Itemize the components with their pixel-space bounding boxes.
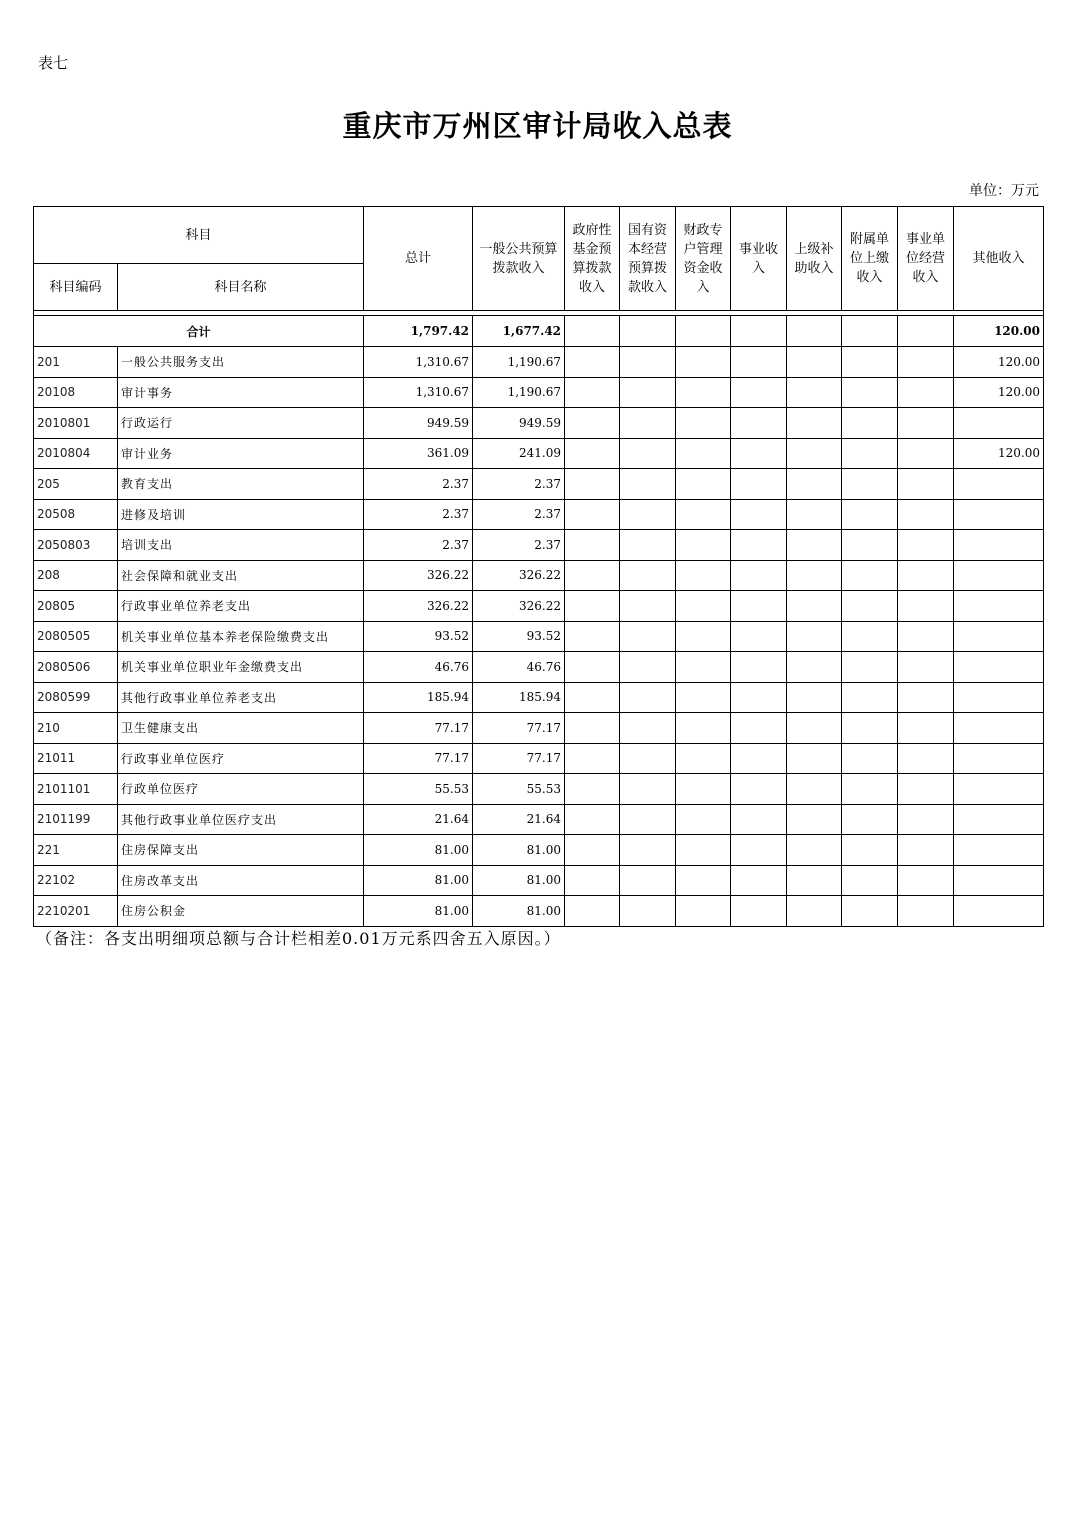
empty-cell bbox=[676, 682, 731, 713]
header-special-account: 财政专户管理资金收入 bbox=[676, 207, 731, 311]
row-name: 教育支出 bbox=[118, 469, 364, 500]
row-general-budget: 55.53 bbox=[473, 774, 565, 805]
empty-cell bbox=[620, 469, 676, 500]
empty-cell bbox=[731, 499, 787, 530]
empty-cell bbox=[842, 408, 898, 439]
row-total: 55.53 bbox=[364, 774, 473, 805]
row-total: 2.37 bbox=[364, 469, 473, 500]
empty-cell bbox=[731, 469, 787, 500]
row-name: 审计事务 bbox=[118, 377, 364, 408]
table-row bbox=[34, 560, 1044, 591]
row-code: 2050803 bbox=[34, 530, 118, 561]
header-subject-code: 科目编码 bbox=[34, 264, 118, 311]
empty-cell bbox=[787, 560, 842, 591]
row-general-budget: 1,190.67 bbox=[473, 377, 565, 408]
empty-cell bbox=[842, 652, 898, 683]
row-name: 行政单位医疗 bbox=[118, 774, 364, 805]
table-row bbox=[34, 499, 1044, 530]
empty-cell bbox=[787, 835, 842, 866]
row-other-income bbox=[954, 743, 1044, 774]
row-total: 81.00 bbox=[364, 896, 473, 927]
row-other-income bbox=[954, 865, 1044, 896]
empty-cell bbox=[620, 743, 676, 774]
empty-cell bbox=[898, 621, 954, 652]
empty-cell bbox=[787, 347, 842, 378]
empty-cell bbox=[565, 438, 620, 469]
empty-cell bbox=[731, 408, 787, 439]
empty-cell bbox=[787, 865, 842, 896]
table-row bbox=[34, 591, 1044, 622]
empty-cell bbox=[565, 896, 620, 927]
row-code: 21011 bbox=[34, 743, 118, 774]
empty-cell bbox=[731, 652, 787, 683]
empty-cell bbox=[620, 713, 676, 744]
empty-cell bbox=[731, 591, 787, 622]
header-affiliated-income: 附属单位上缴收入 bbox=[842, 207, 898, 311]
empty-cell bbox=[620, 804, 676, 835]
row-name: 其他行政事业单位养老支出 bbox=[118, 682, 364, 713]
row-code: 2080505 bbox=[34, 621, 118, 652]
row-code: 205 bbox=[34, 469, 118, 500]
header-row bbox=[34, 207, 1044, 264]
table-row bbox=[34, 865, 1044, 896]
empty-cell bbox=[787, 682, 842, 713]
row-total: 949.59 bbox=[364, 408, 473, 439]
empty-cell bbox=[565, 377, 620, 408]
empty-cell bbox=[898, 743, 954, 774]
row-other-income bbox=[954, 774, 1044, 805]
empty-cell bbox=[565, 621, 620, 652]
table-row bbox=[34, 896, 1044, 927]
empty-cell bbox=[787, 377, 842, 408]
empty-cell bbox=[565, 652, 620, 683]
empty-cell bbox=[898, 438, 954, 469]
empty-cell bbox=[787, 652, 842, 683]
page-title: 重庆市万州区审计局收入总表 bbox=[342, 109, 733, 143]
table-row bbox=[34, 347, 1044, 378]
empty-cell bbox=[676, 438, 731, 469]
row-general-budget: 21.64 bbox=[473, 804, 565, 835]
row-general-budget: 326.22 bbox=[473, 591, 565, 622]
row-code: 221 bbox=[34, 835, 118, 866]
row-name: 住房保障支出 bbox=[118, 835, 364, 866]
row-name: 一般公共服务支出 bbox=[118, 347, 364, 378]
empty-cell bbox=[565, 835, 620, 866]
row-code: 20108 bbox=[34, 377, 118, 408]
row-total: 361.09 bbox=[364, 438, 473, 469]
empty-cell bbox=[565, 865, 620, 896]
empty-cell bbox=[898, 469, 954, 500]
empty-cell bbox=[731, 438, 787, 469]
empty-cell bbox=[787, 743, 842, 774]
empty-cell bbox=[731, 560, 787, 591]
row-general-budget: 2.37 bbox=[473, 530, 565, 561]
row-code: 210 bbox=[34, 713, 118, 744]
empty-cell bbox=[787, 591, 842, 622]
empty-cell bbox=[842, 591, 898, 622]
total-value: 1,797.42 bbox=[364, 316, 473, 347]
row-name: 行政运行 bbox=[118, 408, 364, 439]
row-other-income bbox=[954, 835, 1044, 866]
header-total: 总计 bbox=[364, 207, 473, 311]
empty-cell bbox=[620, 438, 676, 469]
empty-cell bbox=[787, 896, 842, 927]
empty-cell bbox=[676, 865, 731, 896]
empty-cell bbox=[620, 896, 676, 927]
row-general-budget: 46.76 bbox=[473, 652, 565, 683]
empty-cell bbox=[676, 560, 731, 591]
row-general-budget: 77.17 bbox=[473, 713, 565, 744]
empty-cell bbox=[787, 774, 842, 805]
row-other-income bbox=[954, 469, 1044, 500]
row-name: 住房改革支出 bbox=[118, 865, 364, 896]
empty-cell bbox=[787, 621, 842, 652]
empty-cell bbox=[731, 743, 787, 774]
empty-cell bbox=[842, 774, 898, 805]
empty-cell bbox=[565, 591, 620, 622]
header-business-income: 事业收入 bbox=[731, 207, 787, 311]
row-other-income bbox=[954, 682, 1044, 713]
empty-cell bbox=[898, 591, 954, 622]
empty-cell bbox=[676, 713, 731, 744]
table-body bbox=[34, 311, 1044, 927]
row-other-income bbox=[954, 591, 1044, 622]
row-general-budget: 81.00 bbox=[473, 896, 565, 927]
empty-cell bbox=[676, 530, 731, 561]
row-other-income bbox=[954, 530, 1044, 561]
table-row bbox=[34, 469, 1044, 500]
empty-cell bbox=[676, 408, 731, 439]
table-row bbox=[34, 682, 1044, 713]
empty-cell bbox=[898, 408, 954, 439]
header-superior-subsidy: 上级补助收入 bbox=[787, 207, 842, 311]
empty-cell bbox=[620, 774, 676, 805]
row-name: 住房公积金 bbox=[118, 896, 364, 927]
empty-cell bbox=[565, 804, 620, 835]
empty-cell bbox=[842, 530, 898, 561]
row-other-income bbox=[954, 804, 1044, 835]
empty-cell bbox=[842, 560, 898, 591]
empty-cell bbox=[731, 865, 787, 896]
empty-cell bbox=[898, 865, 954, 896]
row-code: 208 bbox=[34, 560, 118, 591]
row-other-income bbox=[954, 560, 1044, 591]
row-general-budget: 2.37 bbox=[473, 499, 565, 530]
table-row bbox=[34, 438, 1044, 469]
empty-cell bbox=[676, 743, 731, 774]
empty-cell bbox=[787, 713, 842, 744]
row-total: 21.64 bbox=[364, 804, 473, 835]
empty-cell bbox=[620, 408, 676, 439]
empty-cell bbox=[787, 438, 842, 469]
table-row bbox=[34, 530, 1044, 561]
empty-cell bbox=[842, 347, 898, 378]
empty-cell bbox=[898, 804, 954, 835]
row-other-income: 120.00 bbox=[954, 438, 1044, 469]
empty-cell bbox=[565, 682, 620, 713]
total-other-income: 120.00 bbox=[954, 316, 1044, 347]
empty-cell bbox=[731, 621, 787, 652]
row-other-income bbox=[954, 652, 1044, 683]
empty-cell bbox=[787, 408, 842, 439]
income-summary-table bbox=[33, 206, 1044, 927]
row-other-income: 120.00 bbox=[954, 347, 1044, 378]
row-name: 机关事业单位职业年金缴费支出 bbox=[118, 652, 364, 683]
table-row bbox=[34, 743, 1044, 774]
empty-cell bbox=[620, 499, 676, 530]
empty-cell bbox=[676, 804, 731, 835]
row-name: 其他行政事业单位医疗支出 bbox=[118, 804, 364, 835]
empty-cell bbox=[787, 469, 842, 500]
row-general-budget: 93.52 bbox=[473, 621, 565, 652]
row-general-budget: 2.37 bbox=[473, 469, 565, 500]
table-number-label: 表七 bbox=[38, 54, 69, 72]
row-other-income bbox=[954, 621, 1044, 652]
empty-cell bbox=[731, 804, 787, 835]
row-total: 81.00 bbox=[364, 835, 473, 866]
empty-cell bbox=[842, 682, 898, 713]
row-code: 2210201 bbox=[34, 896, 118, 927]
row-code: 2101199 bbox=[34, 804, 118, 835]
empty-cell bbox=[898, 530, 954, 561]
row-other-income bbox=[954, 408, 1044, 439]
empty-cell bbox=[620, 621, 676, 652]
empty-cell bbox=[676, 652, 731, 683]
empty-cell bbox=[898, 774, 954, 805]
empty-cell bbox=[731, 835, 787, 866]
row-general-budget: 81.00 bbox=[473, 835, 565, 866]
table-row bbox=[34, 835, 1044, 866]
row-other-income bbox=[954, 499, 1044, 530]
empty-cell bbox=[731, 713, 787, 744]
row-code: 2080599 bbox=[34, 682, 118, 713]
empty-cell bbox=[898, 835, 954, 866]
empty-cell bbox=[842, 896, 898, 927]
row-name: 社会保障和就业支出 bbox=[118, 560, 364, 591]
empty-cell bbox=[565, 713, 620, 744]
empty-cell bbox=[842, 835, 898, 866]
footnote: （备注：各支出明细项总额与合计栏相差0.01万元系四舍五入原因。） bbox=[36, 929, 561, 948]
empty-cell bbox=[676, 774, 731, 805]
empty-cell bbox=[842, 377, 898, 408]
row-total: 1,310.67 bbox=[364, 377, 473, 408]
row-total: 46.76 bbox=[364, 652, 473, 683]
table-row bbox=[34, 377, 1044, 408]
row-total: 77.17 bbox=[364, 713, 473, 744]
row-general-budget: 326.22 bbox=[473, 560, 565, 591]
total-label: 合计 bbox=[34, 316, 364, 347]
table-row bbox=[34, 621, 1044, 652]
empty-cell bbox=[676, 347, 731, 378]
empty-cell bbox=[620, 347, 676, 378]
empty-cell bbox=[731, 682, 787, 713]
empty-cell bbox=[731, 347, 787, 378]
row-code: 201 bbox=[34, 347, 118, 378]
empty-cell bbox=[620, 652, 676, 683]
empty-cell bbox=[842, 713, 898, 744]
total-row bbox=[34, 316, 1044, 347]
row-code: 20508 bbox=[34, 499, 118, 530]
row-total: 2.37 bbox=[364, 499, 473, 530]
row-general-budget: 77.17 bbox=[473, 743, 565, 774]
row-general-budget: 81.00 bbox=[473, 865, 565, 896]
unit-label: 单位：万元 bbox=[969, 183, 1039, 199]
empty-cell bbox=[898, 499, 954, 530]
table-row bbox=[34, 774, 1044, 805]
row-general-budget: 185.94 bbox=[473, 682, 565, 713]
row-general-budget: 949.59 bbox=[473, 408, 565, 439]
header-operating-income: 事业单位经营收入 bbox=[898, 207, 954, 311]
row-name: 进修及培训 bbox=[118, 499, 364, 530]
row-code: 20805 bbox=[34, 591, 118, 622]
row-total: 326.22 bbox=[364, 560, 473, 591]
empty-cell bbox=[842, 865, 898, 896]
empty-cell bbox=[565, 774, 620, 805]
empty-cell bbox=[676, 621, 731, 652]
row-name: 行政事业单位医疗 bbox=[118, 743, 364, 774]
empty-cell bbox=[731, 896, 787, 927]
empty-cell bbox=[842, 499, 898, 530]
empty-cell bbox=[731, 530, 787, 561]
empty-cell bbox=[676, 835, 731, 866]
row-other-income bbox=[954, 713, 1044, 744]
empty-cell bbox=[676, 499, 731, 530]
table-row bbox=[34, 408, 1044, 439]
empty-cell bbox=[787, 499, 842, 530]
table-row bbox=[34, 804, 1044, 835]
empty-cell bbox=[620, 530, 676, 561]
row-code: 22102 bbox=[34, 865, 118, 896]
empty-cell bbox=[565, 530, 620, 561]
empty-cell bbox=[620, 835, 676, 866]
empty-cell bbox=[565, 743, 620, 774]
row-total: 1,310.67 bbox=[364, 347, 473, 378]
row-name: 卫生健康支出 bbox=[118, 713, 364, 744]
row-name: 机关事业单位基本养老保险缴费支出 bbox=[118, 621, 364, 652]
empty-cell bbox=[842, 743, 898, 774]
empty-cell bbox=[565, 499, 620, 530]
header-state-capital: 国有资本经营预算拨款收入 bbox=[620, 207, 676, 311]
empty-cell bbox=[731, 774, 787, 805]
empty-cell bbox=[898, 560, 954, 591]
empty-cell bbox=[842, 804, 898, 835]
row-general-budget: 1,190.67 bbox=[473, 347, 565, 378]
total-general-budget: 1,677.42 bbox=[473, 316, 565, 347]
empty-cell bbox=[676, 377, 731, 408]
empty-cell bbox=[842, 438, 898, 469]
empty-cell bbox=[898, 896, 954, 927]
header-gov-fund: 政府性基金预算拨款收入 bbox=[565, 207, 620, 311]
empty-cell bbox=[898, 347, 954, 378]
empty-cell bbox=[676, 896, 731, 927]
empty-cell bbox=[565, 469, 620, 500]
empty-cell bbox=[898, 652, 954, 683]
row-name: 审计业务 bbox=[118, 438, 364, 469]
row-code: 2101101 bbox=[34, 774, 118, 805]
row-general-budget: 241.09 bbox=[473, 438, 565, 469]
empty-cell bbox=[842, 469, 898, 500]
empty-cell bbox=[620, 560, 676, 591]
row-total: 93.52 bbox=[364, 621, 473, 652]
empty-cell bbox=[565, 560, 620, 591]
row-total: 81.00 bbox=[364, 865, 473, 896]
empty-cell bbox=[620, 682, 676, 713]
row-total: 185.94 bbox=[364, 682, 473, 713]
row-total: 326.22 bbox=[364, 591, 473, 622]
empty-cell bbox=[565, 408, 620, 439]
row-name: 培训支出 bbox=[118, 530, 364, 561]
empty-cell bbox=[898, 377, 954, 408]
empty-cell bbox=[787, 530, 842, 561]
row-code: 2080506 bbox=[34, 652, 118, 683]
row-code: 2010801 bbox=[34, 408, 118, 439]
empty-cell bbox=[842, 621, 898, 652]
table-row bbox=[34, 713, 1044, 744]
header-other-income: 其他收入 bbox=[954, 207, 1044, 311]
row-code: 2010804 bbox=[34, 438, 118, 469]
empty-cell bbox=[620, 591, 676, 622]
header-subject-name: 科目名称 bbox=[118, 264, 364, 311]
empty-cell bbox=[898, 713, 954, 744]
empty-cell bbox=[787, 804, 842, 835]
empty-cell bbox=[731, 377, 787, 408]
empty-cell bbox=[676, 469, 731, 500]
header-general-budget: 一般公共预算拨款收入 bbox=[473, 207, 565, 311]
empty-cell bbox=[898, 682, 954, 713]
row-other-income bbox=[954, 896, 1044, 927]
table-row bbox=[34, 652, 1044, 683]
empty-cell bbox=[620, 377, 676, 408]
header-subject: 科目 bbox=[34, 207, 364, 264]
empty-cell bbox=[620, 865, 676, 896]
row-total: 77.17 bbox=[364, 743, 473, 774]
row-total: 2.37 bbox=[364, 530, 473, 561]
empty-cell bbox=[676, 591, 731, 622]
row-other-income: 120.00 bbox=[954, 377, 1044, 408]
empty-cell bbox=[565, 347, 620, 378]
row-name: 行政事业单位养老支出 bbox=[118, 591, 364, 622]
